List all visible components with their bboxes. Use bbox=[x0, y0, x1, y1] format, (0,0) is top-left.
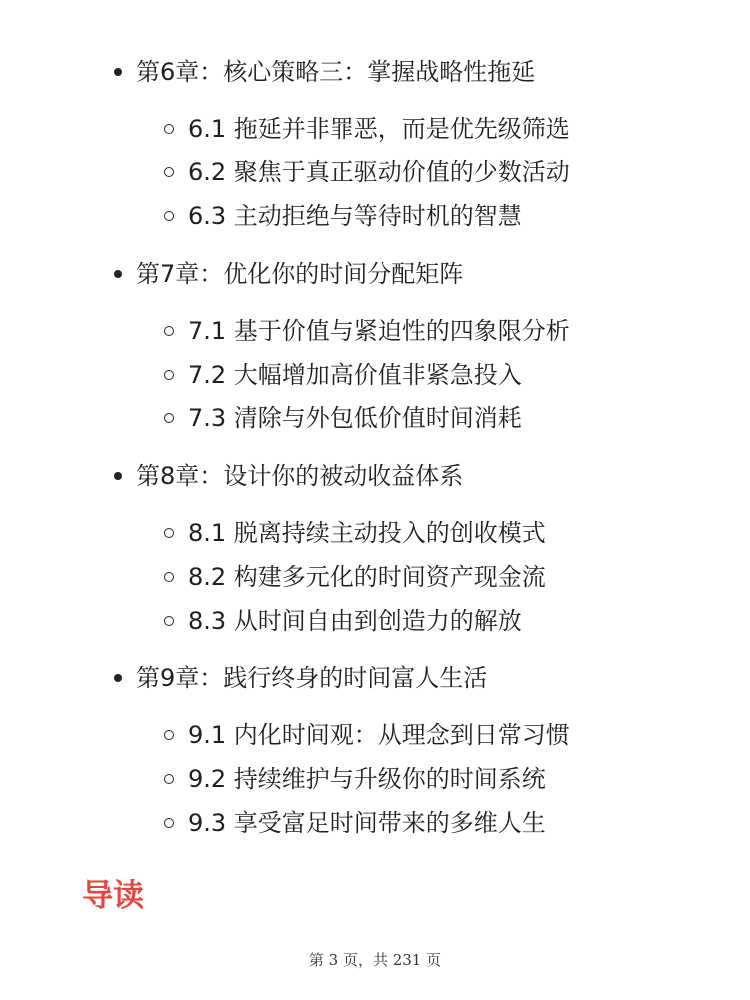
hollow-bullet-icon bbox=[164, 730, 174, 740]
toc-section-8-3[interactable] bbox=[188, 605, 522, 637]
toc-chapter-7[interactable] bbox=[136, 258, 463, 290]
section-title: 8.2 构建多元化的时间资产现金流 bbox=[188, 563, 546, 591]
filled-bullet-icon bbox=[114, 270, 122, 278]
section-heading: 导读 bbox=[82, 878, 144, 914]
section-title: 9.3 享受富足时间带来的多维人生 bbox=[188, 809, 546, 837]
toc-section-7-1[interactable] bbox=[188, 315, 570, 347]
toc-section-9-2[interactable] bbox=[188, 763, 546, 795]
toc-section-6-3[interactable] bbox=[188, 200, 522, 232]
hollow-bullet-icon bbox=[164, 616, 174, 626]
hollow-bullet-icon bbox=[164, 413, 174, 423]
chapter-title: 第8章：设计你的被动收益体系 bbox=[136, 462, 464, 490]
section-title: 6.3 主动拒绝与等待时机的智慧 bbox=[188, 202, 522, 230]
section-title: 7.2 大幅增加高价值非紧急投入 bbox=[188, 361, 522, 389]
section-title: 9.2 持续维护与升级你的时间系统 bbox=[188, 765, 546, 793]
section-title: 7.1 基于价值与紧迫性的四象限分析 bbox=[188, 317, 570, 345]
toc-section-6-1[interactable] bbox=[188, 113, 570, 145]
hollow-bullet-icon bbox=[164, 370, 174, 380]
toc-section-7-3[interactable] bbox=[188, 402, 522, 434]
toc-section-9-1[interactable] bbox=[188, 719, 570, 751]
section-title: 6.2 聚焦于真正驱动价值的少数活动 bbox=[188, 158, 570, 186]
hollow-bullet-icon bbox=[164, 528, 174, 538]
toc-section-8-1[interactable] bbox=[188, 517, 546, 549]
hollow-bullet-icon bbox=[164, 211, 174, 221]
section-title: 9.1 内化时间观：从理念到日常习惯 bbox=[188, 721, 570, 749]
chapter-title: 第7章：优化你的时间分配矩阵 bbox=[136, 260, 464, 288]
toc-section-7-2[interactable] bbox=[188, 359, 522, 391]
hollow-bullet-icon bbox=[164, 774, 174, 784]
section-title: 8.1 脱离持续主动投入的创收模式 bbox=[188, 519, 546, 547]
section-title: 8.3 从时间自由到创造力的解放 bbox=[188, 607, 522, 635]
toc-section-9-3[interactable] bbox=[188, 807, 546, 839]
section-title: 6.1 拖延并非罪恶，而是优先级筛选 bbox=[188, 115, 570, 143]
filled-bullet-icon bbox=[114, 674, 122, 682]
hollow-bullet-icon bbox=[164, 124, 174, 134]
hollow-bullet-icon bbox=[164, 572, 174, 582]
toc-chapter-6[interactable] bbox=[136, 56, 535, 88]
section-title: 7.3 清除与外包低价值时间消耗 bbox=[188, 404, 522, 432]
toc-chapter-9[interactable] bbox=[136, 662, 487, 694]
chapter-title: 第9章：践行终身的时间富人生活 bbox=[136, 664, 488, 692]
toc-section-6-2[interactable] bbox=[188, 156, 570, 188]
chapter-title: 第6章：核心策略三：掌握战略性拖延 bbox=[136, 58, 536, 86]
page-number: 第 3 页，共 231 页 bbox=[308, 951, 442, 969]
hollow-bullet-icon bbox=[164, 167, 174, 177]
toc-chapter-8[interactable] bbox=[136, 460, 463, 492]
filled-bullet-icon bbox=[114, 472, 122, 480]
filled-bullet-icon bbox=[114, 68, 122, 76]
hollow-bullet-icon bbox=[164, 326, 174, 336]
toc-section-8-2[interactable] bbox=[188, 561, 546, 593]
hollow-bullet-icon bbox=[164, 818, 174, 828]
